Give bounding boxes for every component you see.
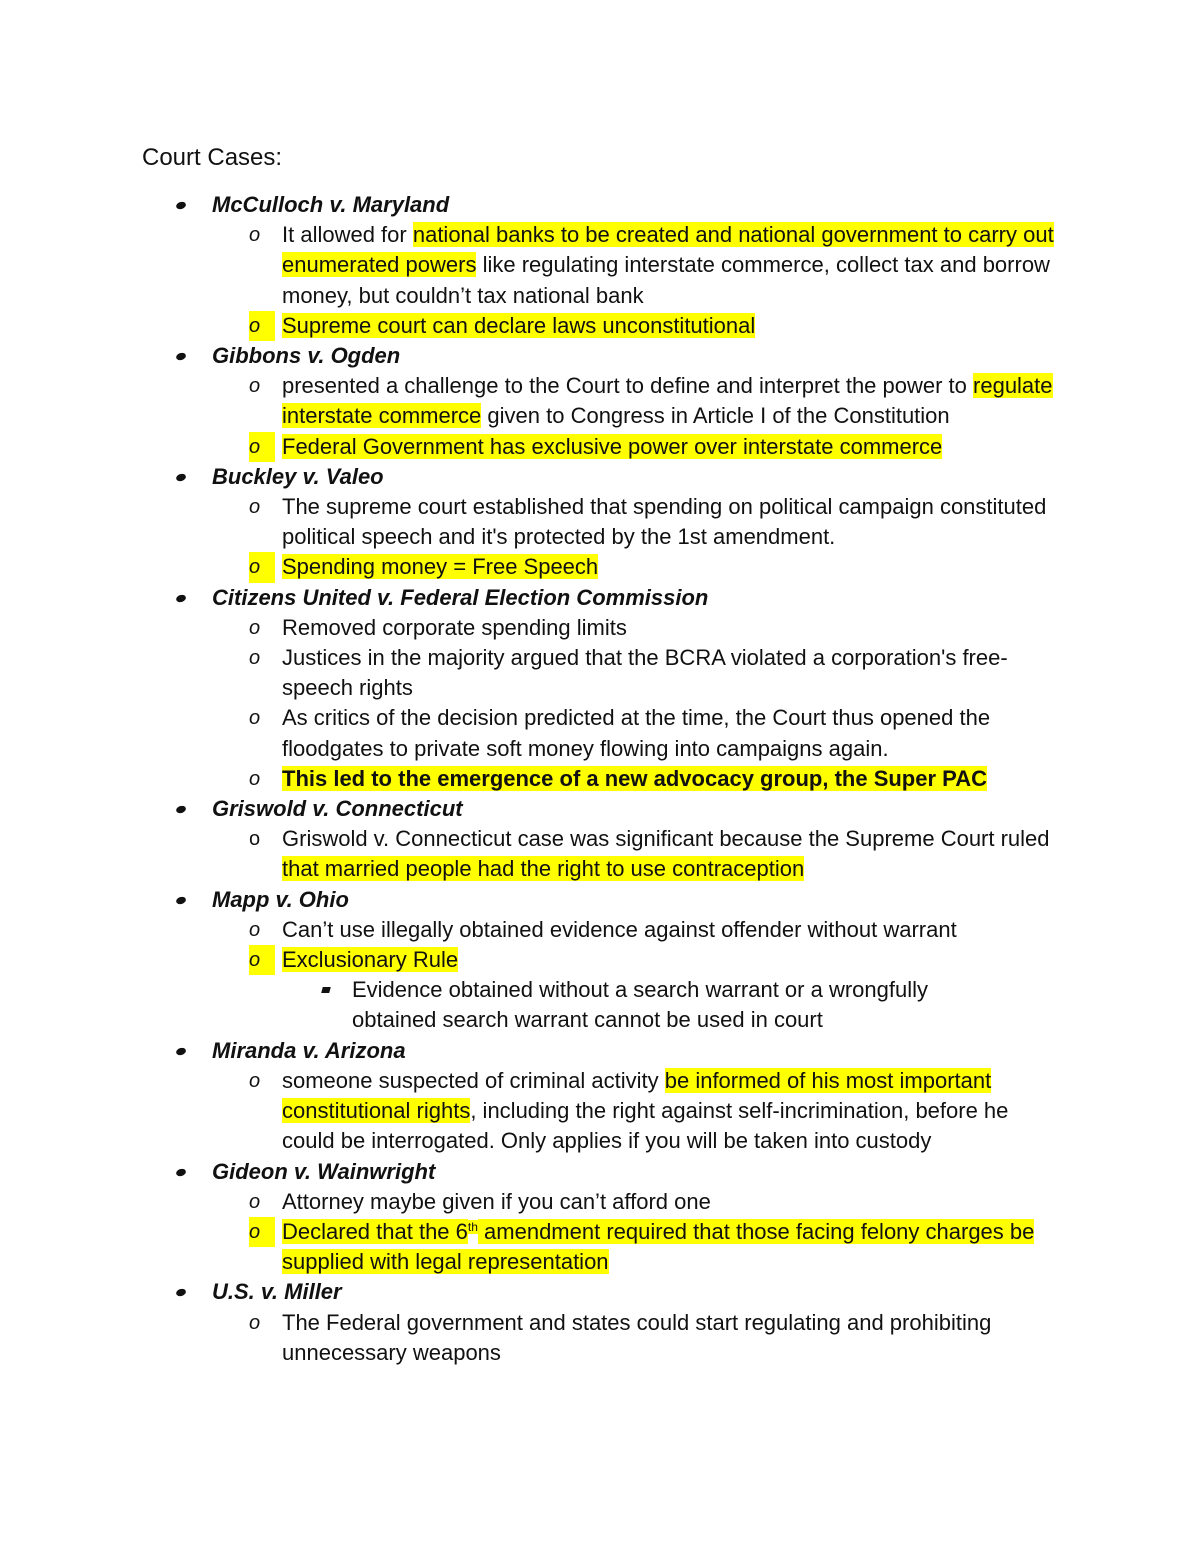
highlighted-text: Spending money = Free Speech xyxy=(282,554,599,580)
case-points xyxy=(212,824,1200,884)
case-name: Gideon v. Wainwright xyxy=(212,1158,436,1184)
highlighted-text: national banks to be created and national government to carry out enumerated powers xyxy=(282,222,1054,278)
bullet-icon xyxy=(175,805,187,815)
case-point xyxy=(212,552,1062,582)
point-text: someone suspected of criminal activity xyxy=(282,1067,665,1093)
circle-bullet-icon: o xyxy=(249,1069,261,1092)
case-points xyxy=(212,613,1200,794)
circle-bullet-icon: o xyxy=(249,647,261,670)
bullet-icon xyxy=(175,1167,187,1177)
bullet-icon xyxy=(175,895,187,905)
case-point xyxy=(212,311,1062,341)
point-text: Attorney maybe given if you can’t afford one xyxy=(282,1188,711,1214)
case-point xyxy=(212,371,1062,431)
case-point xyxy=(212,824,1062,884)
circle-bullet-icon: o xyxy=(249,1190,261,1213)
circle-bullet-icon: o xyxy=(249,375,261,398)
point-text: Griswold v. Connecticut case was significant because the Supreme Court ruled xyxy=(282,826,1050,852)
case-point xyxy=(212,643,1062,703)
highlighted-text: regulate interstate commerce xyxy=(282,373,1053,429)
case-point xyxy=(212,764,1062,794)
point-text: Can’t use illegally obtained evidence against offender without warrant xyxy=(282,916,957,942)
highlighted-text: Supreme court can declare laws unconstitutional xyxy=(282,312,756,338)
case-point xyxy=(212,220,1062,311)
case-point xyxy=(212,703,1062,763)
case-point xyxy=(212,432,1062,462)
sub-points xyxy=(282,975,1062,1035)
point-text: It allowed for xyxy=(282,222,413,248)
case-points xyxy=(212,1066,1200,1157)
case-item xyxy=(0,1157,1200,1278)
case-item xyxy=(0,462,1200,583)
point-text: like regulating interstate commerce, collect tax and borrow money, but couldn’t tax national bank xyxy=(282,252,1050,308)
case-points xyxy=(212,1187,1200,1278)
case-item xyxy=(0,794,1200,885)
case-name: Mapp v. Ohio xyxy=(212,886,349,912)
case-point xyxy=(212,1217,1062,1277)
case-point xyxy=(212,492,1062,552)
bullet-icon xyxy=(175,593,187,603)
point-text: Removed corporate spending limits xyxy=(282,614,627,640)
highlighted-text: Federal Government has exclusive power over interstate commerce xyxy=(282,433,943,459)
bullet-icon xyxy=(175,472,187,482)
case-item xyxy=(0,1277,1200,1368)
bullet-icon xyxy=(175,1288,187,1298)
bullet-icon xyxy=(175,201,187,211)
case-name: Citizens United v. Federal Election Commission xyxy=(212,584,709,610)
highlighted-text: be informed of his most important constitutional rights xyxy=(282,1067,992,1124)
sub-point-text: Evidence obtained without a search warrant or a wrongfully obtained search warrant cannot be used in court xyxy=(352,977,928,1033)
circle-bullet-icon: o xyxy=(249,767,261,790)
case-points xyxy=(212,371,1200,462)
case-item xyxy=(0,885,1200,1036)
circle-bullet-icon: o xyxy=(249,552,275,582)
court-case-list xyxy=(0,190,1200,1368)
case-item xyxy=(0,341,1200,462)
highlighted-text: amendment required that those facing felony charges be supplied with legal representation xyxy=(282,1218,1035,1275)
sub-point xyxy=(282,975,992,1035)
bullet-icon xyxy=(175,1046,187,1056)
case-name: Griswold v. Connecticut xyxy=(212,796,463,822)
case-name: U.S. v. Miller xyxy=(212,1279,342,1305)
point-text: Justices in the majority argued that the BCRA violated a corporation's free-speech rights xyxy=(282,645,1008,701)
point-text: The supreme court established that spending on political campaign constituted political speech and it's protected by the 1st amendment. xyxy=(282,494,1047,550)
case-item xyxy=(0,583,1200,794)
highlighted-text: Exclusionary Rule xyxy=(282,947,459,973)
square-bullet-icon xyxy=(321,987,331,993)
highlighted-text: that married people had the right to use contraception xyxy=(282,856,805,882)
point-text: The Federal government and states could start regulating and prohibiting unnecessary weapons xyxy=(282,1309,992,1365)
case-points xyxy=(212,915,1200,1036)
circle-bullet-icon: o xyxy=(249,224,261,247)
case-point xyxy=(212,915,1062,945)
circle-bullet-icon: o xyxy=(249,1311,261,1334)
bullet-icon xyxy=(175,352,187,362)
circle-bullet-icon: o xyxy=(249,918,261,941)
case-item xyxy=(0,1036,1200,1157)
circle-bullet-icon: o xyxy=(249,945,275,975)
circle-bullet-icon: o xyxy=(249,432,275,462)
circle-bullet-icon: o xyxy=(249,828,261,851)
circle-bullet-icon: o xyxy=(249,311,275,341)
case-name: McCulloch v. Maryland xyxy=(212,192,450,217)
case-points xyxy=(212,1308,1200,1368)
circle-bullet-icon: o xyxy=(249,496,261,519)
point-text: , including the right against self-incrimination, before he could be interrogated. Only applies if you will be taken into custody xyxy=(282,1098,1009,1154)
highlighted-text: This led to the emergence of a new advocacy group, the Super PAC xyxy=(282,765,987,791)
case-point xyxy=(212,613,1062,643)
point-text: given to Congress in Article I of the Constitution xyxy=(481,403,950,429)
case-points xyxy=(212,492,1200,583)
case-name: Buckley v. Valeo xyxy=(212,463,384,489)
case-point xyxy=(212,945,1062,1036)
circle-bullet-icon: o xyxy=(249,707,261,730)
circle-bullet-icon: o xyxy=(249,1217,275,1247)
circle-bullet-icon: o xyxy=(249,616,261,639)
highlighted-text: Declared that the 6 xyxy=(282,1218,468,1244)
superscript: th xyxy=(467,1219,478,1234)
case-point xyxy=(212,1308,1062,1368)
case-point xyxy=(212,1066,1062,1157)
case-item xyxy=(0,190,1200,341)
case-point xyxy=(212,1187,1062,1217)
point-text: presented a challenge to the Court to define and interpret the power to xyxy=(282,373,974,399)
point-text: As critics of the decision predicted at the time, the Court thus opened the floodgates to private soft money flowing into campaigns again. xyxy=(282,705,991,761)
case-name: Miranda v. Arizona xyxy=(212,1037,406,1063)
case-name: Gibbons v. Ogden xyxy=(212,343,401,369)
document-title: Court Cases: xyxy=(142,144,283,171)
case-points xyxy=(212,220,1200,341)
